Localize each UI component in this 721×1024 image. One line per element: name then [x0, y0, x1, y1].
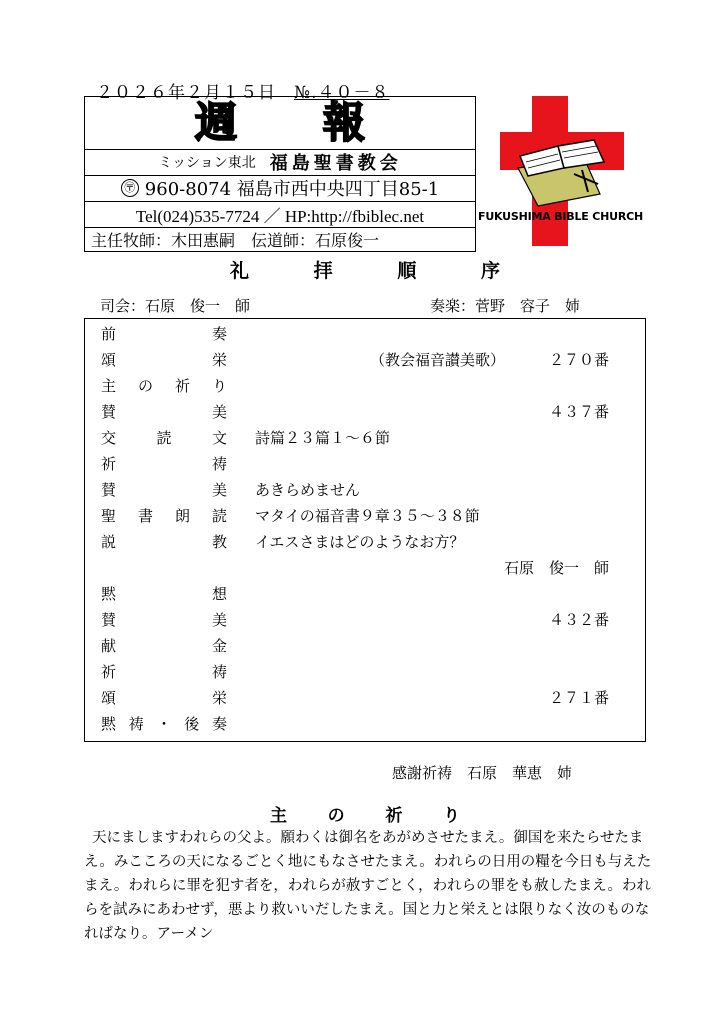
- label-char: 後: [184, 715, 200, 733]
- order-row: [85, 685, 645, 711]
- label-char: 文: [211, 429, 227, 447]
- order-row: [85, 477, 645, 503]
- order-title-char: 拝: [313, 260, 333, 282]
- preacher-name: 石原 俊一 師: [503, 559, 609, 577]
- label-char: 栄: [211, 689, 227, 707]
- label-char: 想: [211, 585, 227, 603]
- logo-text: FUKUSHIMA BIBLE CHURCH: [478, 210, 643, 223]
- label-char: 頌: [101, 351, 117, 369]
- bulletin-date: ２０２６年２月１５日: [96, 83, 276, 103]
- label-char: 前: [101, 325, 117, 343]
- weekly-title-row: [85, 97, 475, 150]
- label-char: 黙: [101, 715, 117, 733]
- order-item-label: [101, 529, 227, 555]
- label-char: 朗: [174, 507, 190, 525]
- order-title-char: 礼: [230, 260, 250, 282]
- order-item-label: [101, 399, 227, 425]
- order-item-label: [101, 477, 227, 503]
- order-item-label: [101, 607, 227, 633]
- label-char: 献: [101, 637, 117, 655]
- order-item-label: [101, 425, 227, 451]
- label-char: の: [137, 377, 153, 395]
- label-char: ・: [156, 715, 172, 733]
- label-char: 美: [211, 403, 227, 421]
- order-title: [230, 256, 500, 283]
- label-char: 奏: [211, 325, 227, 343]
- prayer-title-char: の: [327, 806, 345, 826]
- label-char: 美: [211, 611, 227, 629]
- weekly-title-char: 報: [322, 98, 365, 147]
- issue-number: №.４０－８: [294, 83, 390, 103]
- weekly-title: [195, 98, 365, 148]
- order-row: [85, 321, 645, 347]
- organist: 奏楽：菅野 容子 姉: [430, 297, 581, 315]
- prayer-text: 天にましますわれらの父よ。願わくは御名をあがめさせたまえ。御国を来たらせたまえ。みこころの天になるごとく地にもなさせたまえ。われらの日用の糧を今日も与えたまえ。われらに罪を犯す者を，われらが赦すごとく，われらの罪をも赦したまえ。われらを試みにあわせず，悪より救いいだしたまえ。国と力と栄えとは限りなく汝のものなればなり。アーメン: [84, 830, 652, 942]
- label-char: 祷: [128, 715, 144, 733]
- order-row: [85, 399, 645, 425]
- label-char: 頌: [101, 689, 117, 707]
- order-row: [85, 633, 645, 659]
- order-row: [85, 451, 645, 477]
- order-row: [85, 555, 645, 581]
- order-item-detail: イエスさまはどのようなお方？: [255, 533, 465, 551]
- mission-name: ミッション東北: [158, 155, 256, 171]
- order-item-detail: あきらめません: [255, 481, 361, 499]
- label-char: 黙: [101, 585, 117, 603]
- order-row: [85, 581, 645, 607]
- label-char: 祈: [101, 663, 117, 681]
- order-item-label: [101, 685, 227, 711]
- order-item-label: [101, 503, 227, 529]
- hymn-number: ４３２番: [548, 611, 609, 629]
- label-char: 美: [211, 481, 227, 499]
- church-contact: Tel(024)535-7724 ／ HP:http://fbiblec.net: [135, 206, 425, 226]
- label-char: 賛: [101, 403, 117, 421]
- prayer-title: [270, 801, 460, 826]
- order-item-note: （教会福音讃美歌）: [369, 351, 505, 369]
- prayer-title-char: 祈: [385, 806, 403, 826]
- label-char: 聖: [101, 507, 117, 525]
- label-char: 賛: [101, 481, 117, 499]
- church-row: [85, 149, 475, 176]
- label-char: 教: [211, 533, 227, 551]
- order-item-detail: マタイの福音書９章３５～３８節: [255, 507, 480, 525]
- order-row: [85, 347, 645, 373]
- order-item-detail: 詩篇２３篇１～６節: [255, 429, 391, 447]
- hymn-number: ４３７番: [548, 403, 609, 421]
- label-char: り: [211, 377, 227, 395]
- order-title-char: 順: [397, 260, 417, 282]
- order-item-label: [101, 659, 227, 685]
- order-item-label: [101, 451, 227, 477]
- label-char: 金: [211, 637, 227, 655]
- cross-bible-logo-icon: [478, 96, 648, 256]
- label-char: 祈: [101, 455, 117, 473]
- weekly-title-char: 週: [195, 98, 238, 147]
- order-item-label: [101, 633, 227, 659]
- address-row: [85, 175, 475, 202]
- contact-row: [85, 201, 475, 228]
- label-char: 祷: [211, 455, 227, 473]
- order-row: [85, 711, 645, 737]
- order-row: [85, 373, 645, 399]
- hymn-number: ２７０番: [548, 351, 609, 369]
- label-char: 祷: [211, 663, 227, 681]
- label-char: 読: [156, 429, 172, 447]
- thanksgiving-prayer: 感謝祈祷 石原 華恵 姉: [392, 764, 573, 782]
- order-item-label: [101, 711, 227, 737]
- order-title-char: 序: [480, 260, 500, 282]
- label-char: 栄: [211, 351, 227, 369]
- order-row: [85, 425, 645, 451]
- prayer-title-char: 主: [270, 806, 287, 826]
- postal-mark-icon: 〶: [121, 179, 139, 197]
- order-box: [84, 318, 646, 742]
- label-char: 奏: [211, 715, 227, 733]
- header-box: [84, 96, 476, 252]
- church-staff: 主任牧師：木田惠嗣 伝道師：石原俊一: [91, 230, 380, 250]
- order-row: [85, 529, 645, 555]
- label-char: 賛: [101, 611, 117, 629]
- label-char: 祈: [174, 377, 190, 395]
- presider: 司会：石原 俊一 師: [100, 297, 251, 315]
- order-item-label: [101, 321, 227, 347]
- church-address: 960-8074 福島市西中央四丁目85-1: [144, 179, 440, 200]
- label-char: 交: [101, 429, 117, 447]
- order-item-label: [101, 373, 227, 399]
- order-item-label: [101, 581, 227, 607]
- prayer-title-char: り: [442, 806, 460, 826]
- label-char: 説: [101, 533, 117, 551]
- order-row: [85, 503, 645, 529]
- label-char: 主: [101, 377, 117, 395]
- order-row: [85, 607, 645, 633]
- order-row: [85, 659, 645, 685]
- label-char: 書: [137, 507, 153, 525]
- label-char: 読: [211, 507, 227, 525]
- hymn-number: ２７１番: [548, 689, 609, 707]
- order-item-label: [101, 347, 227, 373]
- staff-row: [85, 227, 475, 251]
- church-name: 福島聖書教会: [269, 153, 402, 174]
